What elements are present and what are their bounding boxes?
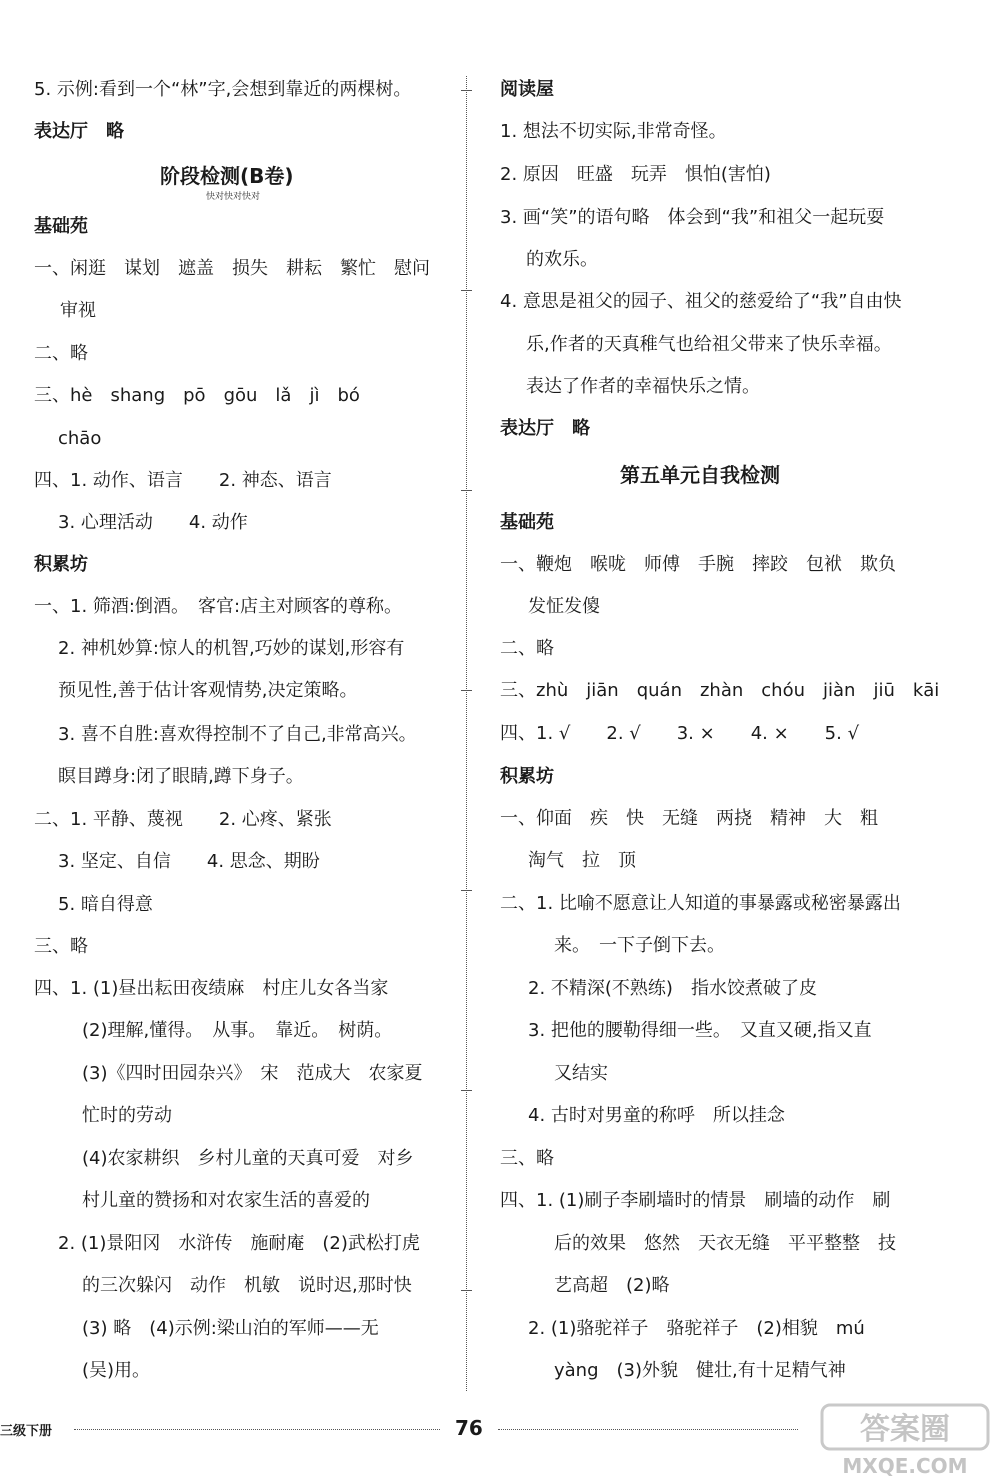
answer-line: 二、1. 比喻不愿意让人知道的事暴露或秘密暴露出 bbox=[500, 893, 901, 914]
footer-grade-label: 三级下册 bbox=[0, 1424, 53, 1439]
watermark-url-text: MXQE.COM bbox=[842, 1454, 968, 1478]
answer-line: 2. 神机妙算:惊人的机智,巧妙的谋划,形容有 bbox=[58, 638, 405, 659]
section-heading: 表达厅 略 bbox=[34, 121, 124, 142]
answer-line: 审视 bbox=[60, 300, 96, 321]
answer-line: 表达了作者的幸福快乐之情。 bbox=[526, 376, 760, 397]
answer-line: 三、hè shang pō gōu lǎ jì bó bbox=[34, 385, 360, 406]
answer-line: (3) 略 (4)示例:梁山泊的军师——无 bbox=[82, 1318, 379, 1339]
watermark-main-text: 答案圈 bbox=[860, 1412, 950, 1447]
answer-line: 二、1. 平静、蔑视 2. 心疼、紧张 bbox=[34, 809, 332, 830]
section-heading: 积累坊 bbox=[34, 554, 88, 575]
section-heading: 表达厅 略 bbox=[500, 418, 590, 439]
section-heading: 积累坊 bbox=[500, 766, 554, 787]
answer-line: 3. 坚定、自信 4. 思念、期盼 bbox=[58, 851, 320, 872]
answer-line: 二、略 bbox=[500, 638, 554, 659]
answer-line: 2. (1)景阳冈 水浒传 施耐庵 (2)武松打虎 bbox=[58, 1233, 420, 1254]
answer-line: 3. 喜不自胜:喜欢得控制不了自己,非常高兴。 bbox=[58, 724, 417, 745]
answer-line: yàng (3)外貌 健壮,有十足精气神 bbox=[554, 1360, 846, 1381]
section-heading: 阅读屋 bbox=[500, 79, 554, 100]
watermark-logo bbox=[820, 1399, 990, 1479]
footer-rule bbox=[498, 1429, 798, 1430]
divider-tick bbox=[461, 490, 472, 491]
answer-line: 三、略 bbox=[34, 936, 88, 957]
answer-line: 艺高超 (2)略 bbox=[554, 1275, 670, 1296]
answer-line: 5. 示例:看到一个“林”字,会想到靠近的两棵树。 bbox=[34, 79, 412, 100]
answer-line: 的三次躲闪 动作 机敏 说时迟,那时快 bbox=[82, 1275, 412, 1296]
test-title: 阶段检测(B卷) bbox=[160, 164, 294, 188]
answer-line: 3. 画“笑”的语句略 体会到“我”和祖父一起玩耍 bbox=[500, 207, 885, 228]
divider-tick bbox=[461, 1090, 472, 1091]
answer-line: 5. 暗自得意 bbox=[58, 894, 153, 915]
divider-tick bbox=[461, 1290, 472, 1291]
answer-line: 一、闲逛 谋划 遮盖 损失 耕耘 繁忙 慰问 bbox=[34, 258, 430, 279]
answer-line: 四、1. √ 2. √ 3. × 4. × 5. √ bbox=[500, 723, 860, 744]
column-divider bbox=[466, 76, 467, 1391]
footer-rule bbox=[74, 1429, 440, 1430]
answer-line: 后的效果 悠然 天衣无缝 平平整整 技 bbox=[554, 1233, 896, 1254]
answer-line: 二、略 bbox=[34, 343, 88, 364]
answer-line: 瞑目蹲身:闭了眼睛,蹲下身子。 bbox=[58, 766, 304, 787]
answer-line: 的欢乐。 bbox=[526, 249, 598, 270]
answer-line: 2. 不精深(不熟练) 指水饺煮破了皮 bbox=[528, 978, 817, 999]
answer-line: 乐,作者的天真稚气也给祖父带来了快乐幸福。 bbox=[526, 334, 892, 355]
answer-line: (4)农家耕织 乡村儿童的天真可爱 对乡 bbox=[82, 1148, 414, 1169]
answer-line: 三、略 bbox=[500, 1148, 554, 1169]
answer-line: 四、1. (1)昼出耘田夜绩麻 村庄儿女各当家 bbox=[34, 978, 389, 999]
answer-line: 预见性,善于估计客观情势,决定策略。 bbox=[58, 680, 358, 701]
answer-line: (3)《四时田园杂兴》 宋 范成大 农家夏 bbox=[82, 1063, 423, 1084]
answer-line: (2)理解,懂得。 从事。 靠近。 树荫。 bbox=[82, 1020, 393, 1041]
answer-line: 来。 一下子倒下去。 bbox=[554, 935, 725, 956]
answer-line: 淘气 拉 顶 bbox=[528, 850, 636, 871]
answer-line: 发怔发傻 bbox=[528, 596, 600, 617]
divider-tick bbox=[461, 890, 472, 891]
answer-line: 一、1. 筛酒:倒酒。 客官:店主对顾客的尊称。 bbox=[34, 596, 403, 617]
answer-line: 1. 想法不切实际,非常奇怪。 bbox=[500, 121, 727, 142]
answer-line: 又结实 bbox=[554, 1063, 608, 1084]
answer-line: 4. 意思是祖父的园子、祖父的慈爱给了“我”自由快 bbox=[500, 291, 902, 312]
answer-line: 四、1. (1)刷子李刷墙时的情景 刷墙的动作 刷 bbox=[500, 1190, 891, 1211]
answer-line: 四、1. 动作、语言 2. 神态、语言 bbox=[34, 470, 332, 491]
answer-line: 三、zhù jiān quán zhàn chóu jiàn jiū kāi bbox=[500, 680, 940, 701]
overlay-text: 快对快对快对 bbox=[206, 192, 261, 202]
test-title: 第五单元自我检测 bbox=[620, 463, 780, 487]
answer-line: 2. (1)骆驼祥子 骆驼祥子 (2)相貌 mú bbox=[528, 1318, 865, 1339]
divider-tick bbox=[461, 90, 472, 91]
answer-line: chāo bbox=[58, 428, 102, 449]
answer-line: 2. 原因 旺盛 玩弄 惧怕(害怕) bbox=[500, 164, 771, 185]
answer-line: 忙时的劳动 bbox=[82, 1105, 172, 1126]
answer-line: 一、仰面 疾 快 无缝 两挠 精神 大 粗 bbox=[500, 808, 878, 829]
divider-tick bbox=[461, 290, 472, 291]
page-number: 76 bbox=[455, 1416, 483, 1440]
answer-line: 村儿童的赞扬和对农家生活的喜爱的 bbox=[82, 1190, 370, 1211]
answer-line: 一、鞭炮 喉咙 师傅 手腕 摔跤 包袱 欺负 bbox=[500, 554, 896, 575]
answer-line: 3. 心理活动 4. 动作 bbox=[58, 512, 248, 533]
section-heading: 基础苑 bbox=[500, 512, 554, 533]
section-heading: 基础苑 bbox=[34, 216, 88, 237]
divider-tick bbox=[461, 690, 472, 691]
answer-line: 4. 古时对男童的称呼 所以挂念 bbox=[528, 1105, 785, 1126]
answer-line: (吴)用。 bbox=[82, 1360, 151, 1381]
answer-line: 3. 把他的腰勒得细一些。 又直又硬,指又直 bbox=[528, 1020, 872, 1041]
